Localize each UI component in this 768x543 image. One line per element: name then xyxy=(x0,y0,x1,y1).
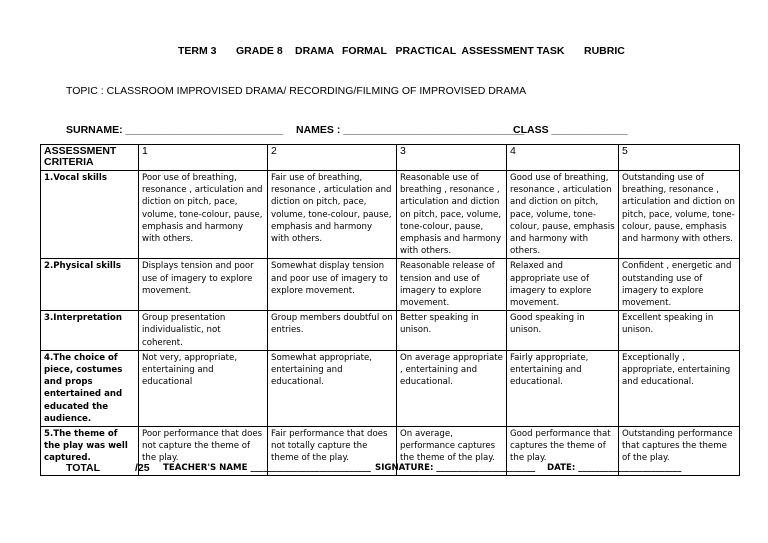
table-row xyxy=(41,259,740,311)
criterion-cell: 5.The theme of the play was well captured. xyxy=(41,427,139,476)
descriptor-cell: Poor performance that does not capture the theme of the play. xyxy=(139,427,268,476)
descriptor-cell: Somewhat appropriate, entertaining and educational. xyxy=(268,350,397,426)
criterion-cell: 1.Vocal skills xyxy=(41,171,139,259)
descriptor-cell: Reasonable use of breathing , resonance , articulation and diction on pitch, pace, volume, tone-colour, pause, emphasis and harmony with others. xyxy=(397,171,507,259)
total-out-of: /25 xyxy=(135,462,150,474)
descriptor-cell: Good speaking in unison. xyxy=(507,311,619,351)
level-header: 1 xyxy=(139,145,268,171)
descriptor-cell: Good use of breathing, resonance , articulation and diction on pitch, pace, volume, tone-colour, pause, emphasis and harmony with others. xyxy=(507,171,619,259)
criterion-cell: 2.Physical skills xyxy=(41,259,139,311)
descriptor-cell: Exceptionally , appropriate, entertaining and educational. xyxy=(619,350,740,426)
descriptor-cell: Group presentation individualistic, not coherent. xyxy=(139,311,268,351)
topic: TOPIC : CLASSROOM IMPROVISED DRAMA/ RECORDING/FILMING OF IMPROVISED DRAMA xyxy=(66,85,527,97)
teacher-name-field: TEACHER'S NAME ____________________________ xyxy=(163,463,371,473)
rubric-table xyxy=(40,144,740,476)
descriptor-cell: Good performance that captures the theme of the play. xyxy=(507,427,619,476)
descriptor-cell: On average appropriate , entertaining and educational. xyxy=(397,350,507,426)
header-task: FORMAL PRACTICAL ASSESSMENT TASK xyxy=(342,45,565,57)
table-row xyxy=(41,311,740,351)
descriptor-cell: Somewhat display tension and poor use of imagery to explore movement. xyxy=(268,259,397,311)
descriptor-cell: Outstanding performance that captures the theme of the play. xyxy=(619,427,740,476)
level-header: 2 xyxy=(268,145,397,171)
signature-field: SIGNATURE: _______________________ xyxy=(375,463,536,473)
descriptor-cell: Reasonable release of tension and use of imagery to explore movement. xyxy=(397,259,507,311)
header-subject: DRAMA xyxy=(295,45,335,57)
descriptor-cell: Not very, appropriate, entertaining and educational xyxy=(139,350,268,426)
descriptor-cell: Relaxed and appropriate use of imagery to explore movement. xyxy=(507,259,619,311)
level-header: 5 xyxy=(619,145,740,171)
level-header: 4 xyxy=(507,145,619,171)
descriptor-cell: Confident , energetic and outstanding use of imagery to explore movement. xyxy=(619,259,740,311)
header-term: TERM 3 xyxy=(178,45,217,57)
surname-field: SURNAME: ___________________________ xyxy=(66,124,284,136)
criteria-header: ASSESSMENT CRITERIA xyxy=(41,145,139,171)
descriptor-cell: Poor use of breathing, resonance , articulation and diction on pitch, pace, volume, tone-colour, pause, emphasis and harmony with others. xyxy=(139,171,268,259)
date-field: DATE: ________________________ xyxy=(547,463,682,473)
table-row xyxy=(41,171,740,259)
table-row xyxy=(41,350,740,426)
class-field: CLASS _____________ xyxy=(513,124,628,136)
table-header-row xyxy=(41,145,740,171)
names-field: NAMES : _______________________________ xyxy=(296,124,525,136)
descriptor-cell: Group members doubtful on entries. xyxy=(268,311,397,351)
criterion-cell: 3.Interpretation xyxy=(41,311,139,351)
descriptor-cell: Fair use of breathing, resonance , articulation and diction on pitch, pace, volume, tone-colour, pause, emphasis and harmony with others. xyxy=(268,171,397,259)
descriptor-cell: Displays tension and poor use of imagery to explore movement. xyxy=(139,259,268,311)
header-grade: GRADE 8 xyxy=(236,45,283,57)
criterion-cell: 4.The choice of piece, costumes and props entertained and educated the audience. xyxy=(41,350,139,426)
total-label: TOTAL xyxy=(66,462,101,474)
header-rubric: RUBRIC xyxy=(584,45,625,57)
descriptor-cell: Better speaking in unison. xyxy=(397,311,507,351)
descriptor-cell: Outstanding use of breathing, resonance , articulation and diction on pitch, pace, volume, tone-colour, pause, emphasis and harmony with others. xyxy=(619,171,740,259)
level-header: 3 xyxy=(397,145,507,171)
descriptor-cell: Fair performance that does not totally capture the theme of the play. xyxy=(268,427,397,476)
descriptor-cell: Fairly appropriate, entertaining and educational. xyxy=(507,350,619,426)
descriptor-cell: Excellent speaking in unison. xyxy=(619,311,740,351)
descriptor-cell: On average, performance captures the theme of the play. xyxy=(397,427,507,476)
